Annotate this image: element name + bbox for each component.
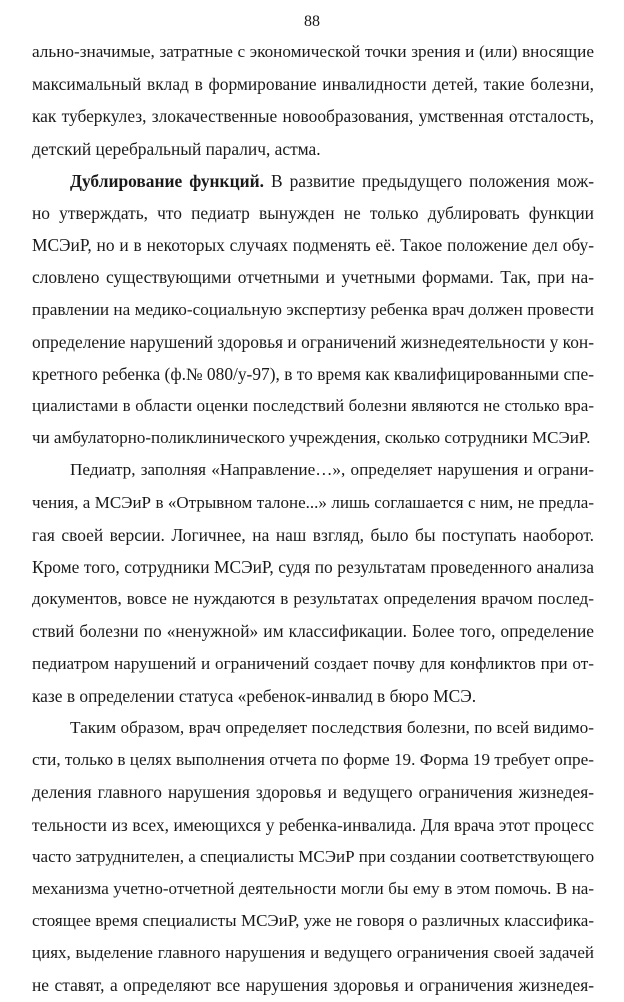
text-line: детский церебральный паралич, астма.: [32, 138, 321, 159]
text-line: максимальный вклад в формирование инвалидности детей, такие болезни,: [32, 74, 594, 95]
paragraph-4: [32, 712, 594, 1002]
text-line: ствий болезни по «ненужной» им классификации. Более того, определение: [32, 621, 594, 642]
text-line: чи амбулаторно-поликлинического учреждения, сколько сотрудники МСЭиР.: [32, 428, 591, 448]
text-line: словлено существующими отчетными и учетными формами. Так, при на-: [32, 267, 594, 288]
text-line: определение нарушений здоровья и ограничений жизнедеятельности у кон-: [32, 331, 594, 352]
text-line: Педиатр, заполняя «Направление…», определяет нарушения и ограни-: [70, 460, 594, 480]
text-line: деления главного нарушения здоровья и ведущего ограничения жизнедея-: [32, 782, 594, 803]
text-line: ально-значимые, затратные с экономической точки зрения и (или) вносящие: [32, 42, 594, 61]
text-line: документов, вовсе не нуждаются в результатах определения врачом послед-: [32, 589, 594, 609]
text-line: тельности из всех, имеющихся у ребенка-инвалида. Для врача этот процесс: [32, 814, 594, 835]
text-line: чения, а МСЭиР в «Отрывном талоне...» лишь соглашается с ним, не предла-: [32, 492, 594, 512]
text-line: сти, только в целях выполнения отчета по форме 19. Форма 19 требует опре-: [32, 750, 594, 770]
paragraph-1: [32, 36, 594, 165]
text-line: не ставят, а определяют все нарушения здоровья и ограничения жизнедея-: [32, 975, 594, 996]
text-line: стоящее время специалисты МСЭиР, уже не говоря о различных классифика-: [32, 911, 594, 931]
text-line: часто затруднителен, а специалисты МСЭиР при создании соответствующего: [32, 846, 594, 866]
text-line: циалистами в области оценки последствий болезни являются не столько вра-: [32, 396, 594, 416]
text-line: правлении на медико-социальную экспертизу ребенка врач должен провести: [32, 299, 594, 319]
text-line: педиатром нарушений и ограничений создает почву для конфликтов при от-: [32, 653, 594, 673]
body-text: [32, 36, 594, 1002]
page-number: 88: [304, 13, 320, 30]
text-line: но утверждать, что педиатр вынужден не только дублировать функции: [32, 202, 594, 223]
paragraph-2: [32, 165, 594, 455]
text-line: Кроме того, сотрудники МСЭиР, судя по результатам проведенного анализа: [32, 557, 594, 577]
section-heading: Дублирование функций.: [70, 170, 264, 191]
paragraph-3: [32, 454, 594, 712]
text-line: механизма учетно-отчетной деятельности могли бы ему в этом помочь. В на-: [32, 878, 594, 898]
text-line: казе в определении статуса «ребенок-инвалид в бюро МСЭ.: [32, 685, 477, 706]
text-line: МСЭиР, но и в некоторых случаях подменять её. Такое положение дел обу-: [32, 235, 594, 256]
text-line: циях, выделение главного нарушения и ведущего ограничения своей задачей: [32, 943, 594, 963]
text-line: кретного ребенка (ф.№ 080/у-97), в то время как квалифицированными спе-: [32, 363, 594, 384]
text-line: как туберкулез, злокачественные новообразования, умственная отсталость,: [32, 106, 594, 127]
text-line: Таким образом, врач определяет последствия болезни, по всей видимо-: [70, 717, 594, 737]
text-line-rest: В развитие предыдущего положения мож-: [264, 170, 594, 191]
text-line: гая своей версии. Логичнее, на наш взгляд, было бы поступать наоборот.: [32, 524, 594, 545]
text-line: [32, 165, 594, 197]
